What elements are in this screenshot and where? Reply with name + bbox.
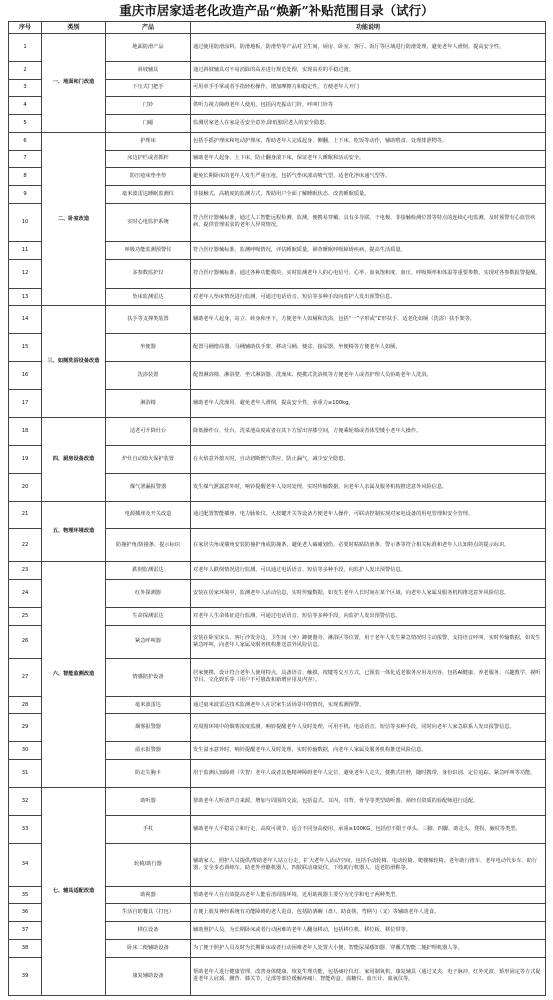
function-description: 对周围环境中的烟雾浓度监测，响铃提醒老年人及时处理，可用手机、电话语音、短信等多种手段，同时向老年人家急联系人发出报警信息。 (191, 714, 546, 742)
category-cell: 七、辅具适配改造 (42, 787, 106, 995)
function-description: 用于监测认知障碍（失智）老年人或者其他精神障碍老年人定位，避免老年人走失，便携式挂脖，随时携带，身份识别、定位追踪、紧急呼叫等功能。 (191, 759, 546, 787)
function-description: 通过使用防滑涂料、防滑地板、防滑垫等产品对卫生间、厨房、卧室、客厅、饭厅等区域进行防滑处理，避免老年人滑倒，提高安全性。 (191, 34, 546, 62)
product-name: 坠床监测雷达 (106, 288, 191, 306)
table-row (9, 306, 546, 334)
row-number: 10 (9, 203, 42, 241)
row-number: 8 (9, 168, 42, 186)
header-description: 功能说明 (191, 22, 546, 34)
row-number: 28 (9, 696, 42, 714)
function-description: 通过毫米波雷达技术监测老年人在居家生活场景中的情况，实现监测预警。 (191, 696, 546, 714)
function-description: 辅助老年人平稳站立和行走，高度可调节，适合不同身高使用，承重≥100KG，包括但不限于单头、三脚、四脚、助走头、凳拐、腋杖等类型。 (191, 815, 546, 843)
category-cell: 三、如厕洗浴设备改造 (42, 306, 106, 418)
function-description: 符合医疗器械标准，通过人工智能远程检测、监测，便携易穿戴，具有多导联、干电极、非接触检测位置等特点的连续心电监测，及时预警有心血管疾病，提供管理需求的老年人异常情况。 (191, 203, 546, 241)
function-description: 帮助老年人在有效提高老年人能看清周围环境，近用助视器主要分为光学和电子两种类型。 (191, 886, 546, 904)
row-number: 27 (9, 658, 42, 696)
row-number: 22 (9, 529, 42, 562)
category-cell: 四、厨房设备改造 (42, 417, 106, 501)
row-number: 39 (9, 957, 42, 995)
product-name: 床边护栏或者抓杆 (106, 150, 191, 168)
row-number: 37 (9, 922, 42, 940)
function-description: 居家便携、设计符合老年人使用特点，具备语音、触摸、按键等交互方式，已预装一体化适老服务应用及内容，包括AI健康、养老服务、兴趣教学、视听节目、文化娱乐等（用户不可篡改和新增应用及内容）。 (191, 658, 546, 696)
product-name: 生活自助餐具（打包） (106, 904, 191, 922)
function-description: 帮助老年人进行健康管理、改善身体健康、恢复生理功能，包括痰疗仪灯、家用制氧机、康复辅具（通过叉夹、电子脉冲、红外光波、矫形固定等方式促进老年人肩颈、腰背、膝关节、足部等部位缓解疼痛）、智能药盒、血糖仪、血压计、血氧仪等。 (191, 957, 546, 995)
product-name: 电源插座及开关改造 (106, 501, 191, 529)
function-description: 避免长期卧床的老年人发生严重压疮，包括气垫床波动喷气型、适老化净床通气型等。 (191, 168, 546, 186)
product-name: 呼吸功能监测预警仪 (106, 241, 191, 259)
category-cell: 六、智能监测改造 (42, 562, 106, 788)
product-name: 防走失胸卡 (106, 759, 191, 787)
header-no: 序号 (9, 22, 42, 34)
function-description: 配置淋浴椅、淋浴凳、坐式淋浴器、洗澡床、便携式洗浴机等方便老年人或者护理人员协助老年人洗浴。 (191, 362, 546, 390)
product-name: 毫米波雷达 (106, 696, 191, 714)
function-description: 辅助家人、照护人员提供/帮助老年人站立行走，扩大老年人活动空间，包括手动轮椅、电动轮椅、爬楼梯轮椅、老年助行推车、老年电动代步车、助行器、安全步态训练车、助老外骨骼机器人、四肢联动康复仪、下肢助行机器人、适老防滑鞋等。 (191, 843, 546, 886)
row-number: 9 (9, 186, 42, 204)
table-row (9, 787, 546, 815)
row-number: 15 (9, 334, 42, 362)
row-number: 14 (9, 306, 42, 334)
product-name: 红外探测器 (106, 580, 191, 608)
subsidy-catalog-table (8, 21, 546, 996)
table-row (9, 562, 546, 580)
row-number: 3 (9, 79, 42, 97)
function-description: 对老年人生命体征进行监测，可通过电话语音、短信等多种手段，向监护人发出预警信息。 (191, 607, 546, 625)
function-description: 可用单手手掌或者手指轻松操作，增加摩擦力和稳定性，方便老年人开门 (191, 79, 546, 97)
product-name: 卧床二便辅助设备 (106, 939, 191, 957)
product-name: 防压疮床垫坐垫 (106, 168, 191, 186)
function-description: 通过配置智能插座、电力脉象仪、大按键开关等设备方便老年人操作，可联动控制实现对家电设备的用电管理和安全管理。 (191, 501, 546, 529)
row-number: 6 (9, 132, 42, 150)
product-name: 跌倒监测雷达 (106, 562, 191, 580)
category-cell: 一、地面和门改造 (42, 34, 106, 133)
row-number: 13 (9, 288, 42, 306)
row-number: 5 (9, 115, 42, 133)
product-name: 炉灶自动熄火保护装置 (106, 445, 191, 473)
row-number: 36 (9, 904, 42, 922)
row-number: 20 (9, 473, 42, 501)
row-number: 12 (9, 259, 42, 288)
function-description: 发生煤气泄露意外时，响铃提醒老年人及时处理，实时传输数据，向老年人亲属及服务机构推送意外风险信息。 (191, 473, 546, 501)
function-description: 对老年人坠床情况进行监测，可通过电话语音、短信等多种手段向监护人发出预警信息。 (191, 288, 546, 306)
table-header-row (9, 22, 546, 34)
product-name: 紧急呼叫器 (106, 625, 191, 658)
row-number: 26 (9, 625, 42, 658)
product-name: 防撞护角/防撞条、提示标识 (106, 529, 191, 562)
product-name: 斜坡辅具 (106, 61, 191, 79)
product-name: 毫米波雷达睡眠监测仪 (106, 186, 191, 204)
header-category: 类别 (42, 22, 106, 34)
row-number: 4 (9, 97, 42, 115)
row-number: 31 (9, 759, 42, 787)
product-name: 助听器 (106, 787, 191, 815)
function-description: 通过斜坡辅具对不易消除的高差进行规范处理，实现高差的平稳过渡。 (191, 61, 546, 79)
row-number: 33 (9, 815, 42, 843)
function-description: 辅助老年人起身、上下床，防止翻身滚下床，保证老年人睡眠和活动安全。 (191, 150, 546, 168)
function-description: 监测居家老人在家是否安全意外,降低独居老人的安全隐患。 (191, 115, 546, 133)
function-description: 辅助照护人员，为长期卧床或者行动困难的老年人翻身移动，包括移位机、移位板、移位带等。 (191, 922, 546, 940)
function-description: 发生溢水意外时，响铃提醒老年人及时处理，实时传输数据，向老年人家属及服务机构推送风险信息。 (191, 742, 546, 760)
row-number: 7 (9, 150, 42, 168)
row-number: 25 (9, 607, 42, 625)
product-name: 煤气泄漏报警器 (106, 473, 191, 501)
table-row (9, 417, 546, 445)
function-description: 配置马桶增高器、马桶辅助扶手架、移动马桶、便盆、接尿器、坐便椅等方便老年人如厕。 (191, 334, 546, 362)
row-number: 34 (9, 843, 42, 886)
function-description: 对老年人跌倒情况进行监测，可以通过电话语音、短信等多种手段，向监护人发出预警信息。 (191, 562, 546, 580)
product-name: 助视器 (106, 886, 191, 904)
product-name: 下压式门把手 (106, 79, 191, 97)
function-description: 辅助老年人洗澡用、避免老年人滑倒，提高安全性，承重力≥100kg。 (191, 390, 546, 418)
row-number: 35 (9, 886, 42, 904)
row-number: 21 (9, 501, 42, 529)
row-number: 17 (9, 390, 42, 418)
row-number: 29 (9, 714, 42, 742)
function-description: 降低操作台、灶台、洗菜池高度或者在其下方留出容膝空间，方便乘轮椅或者体型矮小老年人操作。 (191, 417, 546, 445)
product-name: 地面防滑产品 (106, 34, 191, 62)
row-number: 23 (9, 562, 42, 580)
category-cell: 五、物理环境改造 (42, 501, 106, 562)
table-row (9, 132, 546, 150)
product-name: 扶手等支撑类装置 (106, 306, 191, 334)
product-name: 门磁 (106, 115, 191, 133)
product-name: 溢水报警器 (106, 742, 191, 760)
product-name: 移位设备 (106, 922, 191, 940)
product-name: 轮椅/助行器 (106, 843, 191, 886)
function-description: 在家居尖角或墙角安装防撞护角或防撞条，避免老人磕碰划伤，必要时粘贴防滑条、警示条等符合相关标准和老年人认知特点的提示标识。 (191, 529, 546, 562)
row-number: 32 (9, 787, 42, 815)
function-description: 符合医疗器械标准，通过各种功能模块，实时监测老年人的心电信号、心率、血氧饱和度、血压、呼吸频率和体温等重要参数，实现对各参数报警提醒。 (191, 259, 546, 288)
row-number: 18 (9, 417, 42, 445)
row-number: 2 (9, 61, 42, 79)
product-name: 坐便器 (106, 334, 191, 362)
product-name: 生命探测雷达 (106, 607, 191, 625)
function-description: 符合医疗器械标准，监测呼吸情况，评估睡眠质量，筛查睡眠呼吸障碍疾病，提高生活质量。 (191, 241, 546, 259)
product-name: 手杖 (106, 815, 191, 843)
product-name: 康复辅助设备 (106, 957, 191, 995)
product-name: 烟雾报警器 (106, 714, 191, 742)
row-number: 24 (9, 580, 42, 608)
function-description: 为了便于照护人员及时为长期卧床或者行动困难老年人处置大小便，智能尿屎感知器、穿戴式智能二便护理机器人等。 (191, 939, 546, 957)
row-number: 19 (9, 445, 42, 473)
header-product: 产品 (106, 22, 191, 34)
product-name: 多参数监护仪 (106, 259, 191, 288)
row-number: 16 (9, 362, 42, 390)
row-number: 38 (9, 939, 42, 957)
function-description: 安装在居家环境中，监测老年人活动信息，实时传输数据，如发生老年人长时间在某个区域，向老年人家属及服务机构推送意外风险信息。 (191, 580, 546, 608)
row-number: 30 (9, 742, 42, 760)
function-description: 帮助老年人听清声音来源，增加与周围的交流，包括盒式、耳内、耳背、骨导等类型助听器，须经有资质的验配师进行适配。 (191, 787, 546, 815)
row-number: 1 (9, 34, 42, 62)
product-name: 实时心电监护系统 (106, 203, 191, 241)
page-title: 重庆市居家适老化改造产品“焕新”补贴范围目录（试行） (119, 3, 434, 18)
row-number: 11 (9, 241, 42, 259)
product-name: 洗浴装置 (106, 362, 191, 390)
product-name: 情感陪护设备 (106, 658, 191, 696)
table-row (9, 501, 546, 529)
table-row (9, 34, 546, 62)
function-description: 非接触式，高精度的监测方式，帮助用户全面了解睡眠状态、改善睡眠质量。 (191, 186, 546, 204)
function-description: 安装在卧室床头、客厅沙发旁边、卫生间（坐）蹲便器旁、淋浴区等位置，用于老年人发生紧急情况时主动报警，支持语音呼叫，实时传输数据，如发生紧急呼叫，向老年人家属及服务机构推送意外风险信息。 (191, 625, 546, 658)
function-description: 供听力视力障碍老年人使用，包括闪光振动门铃，呼叫门铃等 (191, 97, 546, 115)
function-description: 在火焰意外熄灭时，自动切断燃气供应，防止漏气，减少安全隐患。 (191, 445, 546, 473)
product-name: 护理床 (106, 132, 191, 150)
function-description: 方便上肢及神经系统有功能障碍的老人进食，包括防洒碗（盘）、助食筷、弯柄勺（叉）等辅助老年人进食。 (191, 904, 546, 922)
product-name: 淋浴椅 (106, 390, 191, 418)
product-name: 门铃 (106, 97, 191, 115)
function-description: 包括手摇护理床和电动护理床，帮助老年人完成起身、侧翻、上下床、吃饭等动作，辅助喂食、处理排泄物等。 (191, 132, 546, 150)
product-name: 适老可升降灶台 (106, 417, 191, 445)
category-cell: 二、卧室改造 (42, 132, 106, 306)
function-description: 辅助老年人起身、站立、转身和坐下，方便老年人如厕和洗浴，包括“一”字形或“L”形扶手、适老化如厕（洗浴）扶手架等。 (191, 306, 546, 334)
